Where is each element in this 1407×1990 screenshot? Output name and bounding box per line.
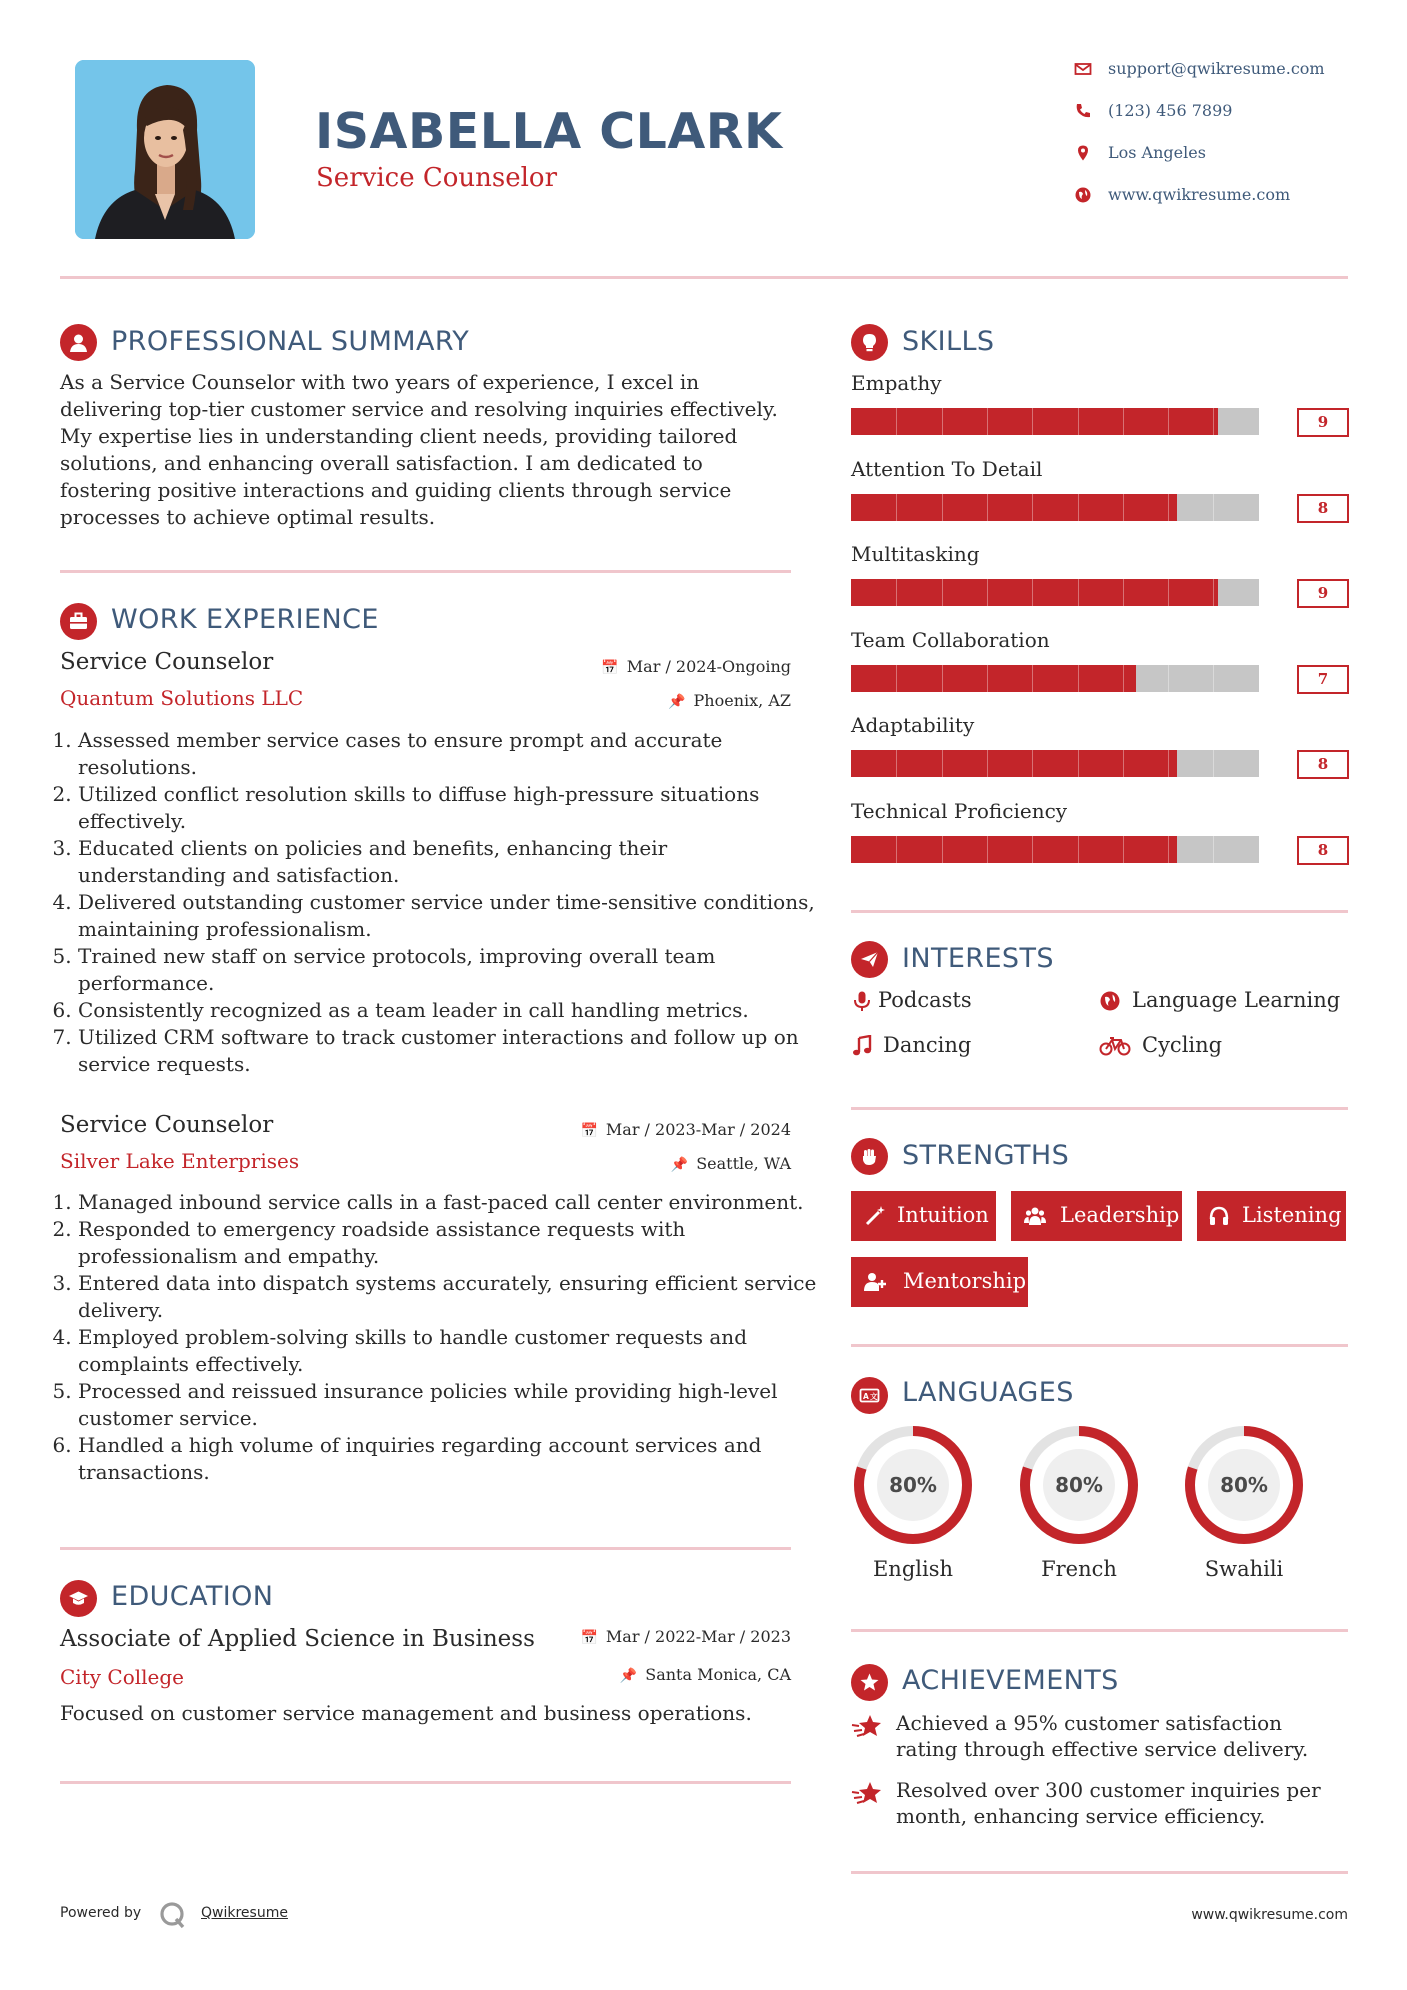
list-item: 2. Utilized conflict resolution skills to diffuse high-pressure situations effectively. xyxy=(78,781,818,835)
job-location xyxy=(668,691,791,710)
shooting-star-icon xyxy=(851,1713,883,1739)
magic-wand-icon xyxy=(864,1205,886,1227)
powered-by-label: Powered by xyxy=(60,1905,142,1921)
skill-bar-segment xyxy=(987,408,988,435)
job-date xyxy=(601,657,791,676)
skill-bar-segment xyxy=(896,836,897,863)
headphones-icon xyxy=(1208,1205,1230,1227)
skill-bar-segment xyxy=(1123,408,1124,435)
skill-bar-segment xyxy=(987,750,988,777)
language-name: English xyxy=(872,1557,954,1581)
list-item: 1. Assessed member service cases to ensure prompt and accurate resolutions. xyxy=(78,727,818,781)
pushpin-icon: 📌 xyxy=(619,1668,638,1684)
shooting-star-icon xyxy=(851,1780,883,1806)
skill-bar-segment xyxy=(1213,665,1214,692)
skill-bar-segment xyxy=(1032,579,1033,606)
skill-bar xyxy=(851,665,1259,692)
experience-heading: WORK EXPERIENCE xyxy=(111,604,379,635)
skill-bar xyxy=(851,408,1259,435)
skill-bar-segment xyxy=(987,665,988,692)
candidate-name: ISABELLA CLARK xyxy=(315,103,783,160)
header-divider xyxy=(60,276,1348,279)
skill-bar-segment xyxy=(942,750,943,777)
summary-text: As a Service Counselor with two years of experience, I excel in delivering top-tier customer service and resolving inquiries effectively. My expertise lies in understanding client needs, providing tailored solutions, and enhancing overall satisfaction. I am dedicated to fostering positive interactions and guiding clients through service processes to achieve optimal results. xyxy=(60,370,778,529)
education-date-text: Mar / 2022-Mar / 2023 xyxy=(605,1627,791,1646)
education-heading: EDUCATION xyxy=(111,1581,274,1612)
skill-score: 7 xyxy=(1297,665,1349,694)
achievements-divider xyxy=(851,1871,1348,1874)
skill-bar-segment xyxy=(1032,494,1033,521)
job-bullets xyxy=(60,1189,818,1486)
contact-phone-text: (123) 456 7899 xyxy=(1108,101,1233,120)
skill-bar-segment xyxy=(896,579,897,606)
strength-chip-mentorship xyxy=(851,1257,1028,1307)
language-percent: 80% xyxy=(889,1473,937,1497)
interest-cycling: Cycling xyxy=(1142,1033,1223,1057)
skill-name: Empathy xyxy=(851,371,942,395)
skill-bar-segment xyxy=(987,836,988,863)
pushpin-icon: 📌 xyxy=(668,694,686,710)
strength-label: Intuition xyxy=(897,1203,989,1227)
interests-heading: INTERESTS xyxy=(902,943,1054,974)
skill-bar-segment xyxy=(1213,408,1214,435)
strength-chip-listening xyxy=(1197,1191,1346,1241)
skill-name: Multitasking xyxy=(851,542,980,566)
language-percent: 80% xyxy=(1220,1473,1268,1497)
skill-bar-segment xyxy=(1123,750,1124,777)
skill-score: 9 xyxy=(1297,579,1349,608)
skill-bar-segment xyxy=(896,665,897,692)
skill-bar-segment xyxy=(1123,494,1124,521)
skill-bar-segment xyxy=(1213,579,1214,606)
contact-location-text: Los Angeles xyxy=(1108,143,1206,162)
list-item: 4. Employed problem-solving skills to handle customer requests and complaints effectively. xyxy=(78,1324,818,1378)
list-item: 3. Educated clients on policies and benefits, enhancing their understanding and satisfaction. xyxy=(78,835,818,889)
skill-name: Technical Proficiency xyxy=(851,799,1068,823)
experience-divider xyxy=(60,1547,791,1550)
skill-bar-segment xyxy=(1123,665,1124,692)
paper-plane-icon xyxy=(851,941,888,978)
strength-label: Leadership xyxy=(1060,1203,1180,1227)
strength-label: Listening xyxy=(1242,1203,1342,1227)
list-item: 7. Utilized CRM software to track customer interactions and follow up on service requests. xyxy=(78,1024,818,1078)
contact-website-text: www.qwikresume.com xyxy=(1108,185,1291,204)
skill-bar-segment xyxy=(942,408,943,435)
skill-bar-segment xyxy=(1213,750,1214,777)
profile-photo xyxy=(75,60,255,239)
job-location-text: Seattle, WA xyxy=(696,1154,791,1173)
strength-chip-intuition xyxy=(851,1191,996,1241)
skill-bar-segment xyxy=(942,579,943,606)
contact-email-text: support@qwikresume.com xyxy=(1108,59,1325,78)
phone-icon xyxy=(1074,102,1092,120)
candidate-title: Service Counselor xyxy=(316,163,558,193)
contact-location xyxy=(1074,141,1334,165)
job-company: Quantum Solutions LLC xyxy=(60,686,304,710)
skill-bar-segment xyxy=(1078,750,1079,777)
interests-divider xyxy=(851,1107,1348,1110)
skill-bar-segment xyxy=(1078,494,1079,521)
skills-heading: SKILLS xyxy=(902,326,995,357)
skill-score: 8 xyxy=(1297,750,1349,779)
fist-icon xyxy=(851,1138,888,1175)
contact-website[interactable] xyxy=(1074,183,1334,207)
list-item: 2. Responded to emergency roadside assistance requests with professionalism and empathy. xyxy=(78,1216,818,1270)
user-plus-icon xyxy=(864,1271,886,1293)
job-date xyxy=(580,1120,791,1139)
summary-heading: PROFESSIONAL SUMMARY xyxy=(111,326,470,357)
strength-chip-leadership xyxy=(1011,1191,1182,1241)
calendar-icon: 📅 xyxy=(601,660,619,676)
skill-bar-segment xyxy=(1168,408,1169,435)
mail-icon xyxy=(1074,60,1092,78)
skill-name: Team Collaboration xyxy=(851,628,1050,652)
skill-bar-segment xyxy=(1123,579,1124,606)
strengths-heading: STRENGTHS xyxy=(902,1140,1070,1171)
skill-bar xyxy=(851,750,1259,777)
star-badge-icon xyxy=(851,1664,888,1701)
strengths-divider xyxy=(851,1344,1348,1347)
job-title: Service Counselor xyxy=(60,649,274,675)
svg-text:文: 文 xyxy=(870,1392,878,1401)
achievements-heading: ACHIEVEMENTS xyxy=(902,1665,1119,1696)
skills-divider xyxy=(851,910,1348,913)
list-item: 5. Trained new staff on service protocols, improving overall team performance. xyxy=(78,943,818,997)
skill-bar-segment xyxy=(1078,836,1079,863)
music-note-icon xyxy=(851,1035,873,1057)
microphone-icon xyxy=(851,990,873,1012)
globe-icon xyxy=(1099,990,1121,1012)
school-name: City College xyxy=(60,1665,185,1689)
skill-bar-fill xyxy=(851,836,1177,863)
skill-bar-segment xyxy=(1032,665,1033,692)
skill-bar xyxy=(851,836,1259,863)
language-percent: 80% xyxy=(1055,1473,1103,1497)
language-ring xyxy=(1017,1423,1141,1547)
skill-score: 8 xyxy=(1297,836,1349,865)
skill-bar-segment xyxy=(987,494,988,521)
graduation-cap-icon xyxy=(60,1580,97,1617)
skill-bar-segment xyxy=(1213,494,1214,521)
job-location-text: Phoenix, AZ xyxy=(693,691,791,710)
list-item: 4. Delivered outstanding customer service under time-sensitive conditions, maintaining professionalism. xyxy=(78,889,818,943)
skill-bar-segment xyxy=(1032,836,1033,863)
pushpin-icon: 📌 xyxy=(670,1157,689,1173)
list-item: 3. Entered data into dispatch systems accurately, ensuring efficient service delivery. xyxy=(78,1270,818,1324)
skill-score: 8 xyxy=(1297,494,1349,523)
skill-bar-segment xyxy=(896,408,897,435)
job-bullets xyxy=(60,727,818,1078)
language-ring xyxy=(851,1423,975,1547)
achievement-item: Achieved a 95% customer satisfaction rating through effective service delivery. xyxy=(896,1711,1309,1761)
skill-bar-fill xyxy=(851,494,1177,521)
skill-bar-fill xyxy=(851,665,1136,692)
skill-bar-segment xyxy=(1078,579,1079,606)
skill-bar-segment xyxy=(1168,750,1169,777)
languages-heading: LANGUAGES xyxy=(902,1377,1074,1408)
skill-bar-segment xyxy=(1078,408,1079,435)
job-company: Silver Lake Enterprises xyxy=(60,1149,300,1173)
calendar-icon: 📅 xyxy=(580,1123,598,1139)
languages-divider xyxy=(851,1629,1348,1632)
language-name: French xyxy=(1041,1557,1117,1581)
skill-bar-segment xyxy=(942,836,943,863)
user-circle-icon xyxy=(60,324,97,361)
interest-dancing: Dancing xyxy=(883,1033,972,1057)
education-location-text: Santa Monica, CA xyxy=(645,1665,791,1684)
skill-bar-segment xyxy=(1032,750,1033,777)
job-date-text: Mar / 2023-Mar / 2024 xyxy=(605,1120,791,1139)
language-ring xyxy=(1182,1423,1306,1547)
job-date-text: Mar / 2024-Ongoing xyxy=(626,657,791,676)
degree-title: Associate of Applied Science in Business xyxy=(60,1626,535,1652)
education-location xyxy=(620,1665,791,1684)
footer-website[interactable]: www.qwikresume.com xyxy=(1191,1907,1348,1923)
skill-bar xyxy=(851,494,1259,521)
skill-bar-segment xyxy=(1168,665,1169,692)
skill-bar-segment xyxy=(896,494,897,521)
strength-label: Mentorship xyxy=(903,1269,1027,1293)
skill-bar-segment xyxy=(1213,836,1214,863)
skill-bar-segment xyxy=(942,665,943,692)
interest-podcasts: Podcasts xyxy=(878,988,972,1012)
education-description: Focused on customer service management and business operations. xyxy=(60,1701,752,1725)
skill-bar-fill xyxy=(851,579,1218,606)
lightbulb-icon xyxy=(851,324,888,361)
contact-phone[interactable] xyxy=(1074,99,1334,123)
svg-text:A: A xyxy=(863,1392,869,1401)
skill-name: Adaptability xyxy=(851,713,975,737)
list-item: 5. Processed and reissued insurance policies while providing high-level customer service. xyxy=(78,1378,818,1432)
list-item: 6. Consistently recognized as a team leader in call handling metrics. xyxy=(78,997,818,1024)
map-pin-icon xyxy=(1074,144,1092,162)
job-location xyxy=(671,1154,791,1173)
skill-bar-fill xyxy=(851,408,1218,435)
job-title: Service Counselor xyxy=(60,1112,274,1138)
achievement-item: Resolved over 300 customer inquiries per month, enhancing service efficiency. xyxy=(896,1778,1321,1828)
skill-bar-segment xyxy=(1168,836,1169,863)
globe-icon xyxy=(1074,186,1092,204)
skill-bar-segment xyxy=(896,750,897,777)
list-item: 1. Managed inbound service calls in a fast-paced call center environment. xyxy=(78,1189,818,1216)
language-name: Swahili xyxy=(1204,1557,1284,1581)
contact-email[interactable] xyxy=(1074,57,1334,81)
skill-bar-segment xyxy=(1032,408,1033,435)
bicycle-icon xyxy=(1099,1036,1131,1056)
skill-bar xyxy=(851,579,1259,606)
summary-divider xyxy=(60,570,791,573)
qwikresume-logo-icon xyxy=(158,1900,188,1930)
calendar-icon: 📅 xyxy=(580,1630,598,1646)
skill-bar-segment xyxy=(1078,665,1079,692)
skill-bar-segment xyxy=(942,494,943,521)
list-item: 6. Handled a high volume of inquiries regarding account services and transactions. xyxy=(78,1432,818,1486)
skill-bar-segment xyxy=(1168,579,1169,606)
skill-score: 9 xyxy=(1297,408,1349,437)
users-icon xyxy=(1024,1205,1046,1227)
language-icon xyxy=(851,1377,888,1414)
skill-bar-segment xyxy=(1168,494,1169,521)
skill-name: Attention To Detail xyxy=(851,457,1043,481)
education-divider xyxy=(60,1781,791,1784)
qwikresume-link[interactable]: Qwikresume xyxy=(201,1905,288,1921)
skill-bar-fill xyxy=(851,750,1177,777)
skill-bar-segment xyxy=(987,579,988,606)
interest-language-learning: Language Learning xyxy=(1132,988,1341,1012)
briefcase-icon xyxy=(60,603,97,640)
education-date xyxy=(580,1627,791,1646)
skill-bar-segment xyxy=(1123,836,1124,863)
